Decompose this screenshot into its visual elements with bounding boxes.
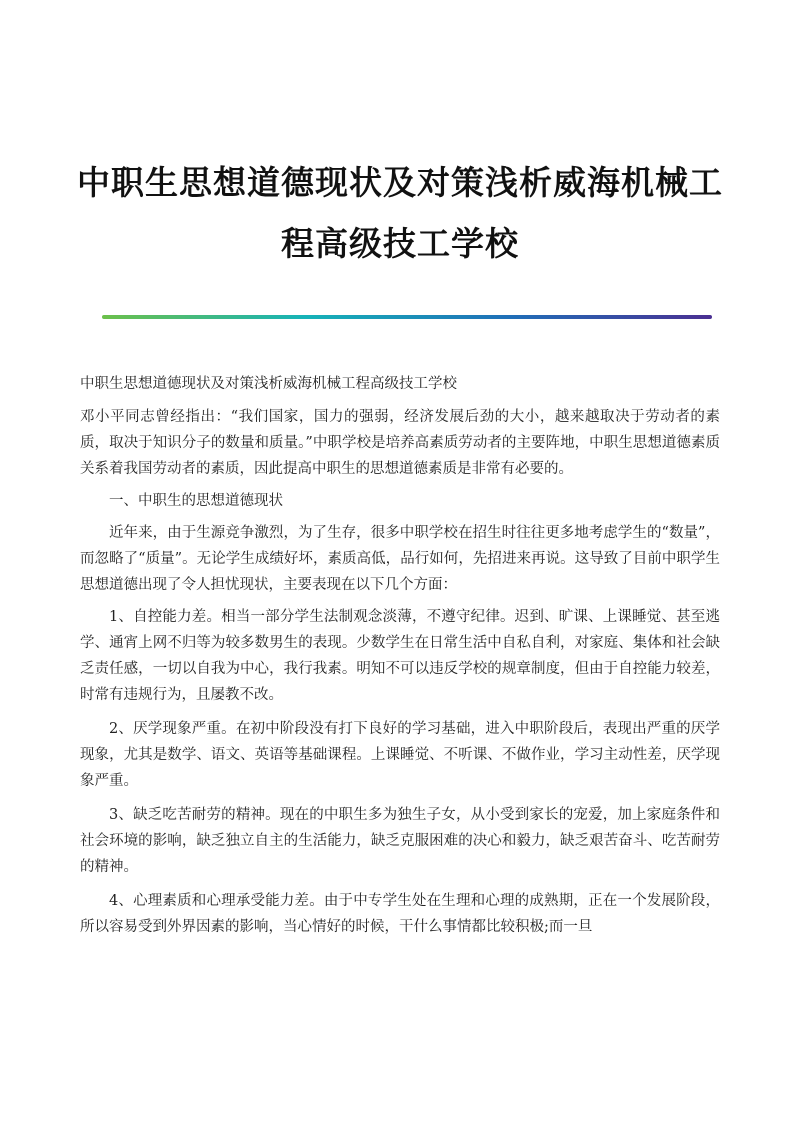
document-title	[60, 152, 740, 274]
section-heading: 一、中职生的思想道德现状	[109, 493, 283, 509]
title-line-1: 中职生思想道德现状及对策浅析威海机械工	[77, 163, 723, 202]
paragraph-point-4: 4、心理素质和心理承受能力差。由于中专学生处在生理和心理的成熟期，正在一个发展阶段，所以容易受到外界因素的影响，当心情好的时候，干什么事情都比较积极;而一旦	[80, 893, 720, 935]
paragraph-point-2: 2、厌学现象严重。在初中阶段没有打下良好的学习基础，进入中职阶段后，表现出严重的厌学现象，尤其是数学、语文、英语等基础课程。上课睡觉、不听课、不做作业，学习主动性差，厌学现象严重。	[80, 721, 720, 789]
title-divider	[102, 315, 712, 319]
paragraph-point-3: 3、缺乏吃苦耐劳的精神。现在的中职生多为独生子女，从小受到家长的宠爱，加上家庭条件和社会环境的影响，缺乏独立自主的生活能力，缺乏克服困难的决心和毅力，缺乏艰苦奋斗、吃苦耐劳的精神。	[80, 807, 720, 875]
document-body	[80, 404, 720, 946]
paragraph-point-1: 1、自控能力差。相当一部分学生法制观念淡薄，不遵守纪律。迟到、旷课、上课睡觉、甚至逃学、通宵上网不归等为较多数男生的表现。少数学生在日常生活中自私自利，对家庭、集体和社会缺乏责任感，一切以自我为中心，我行我素。明知不可以违反学校的规章制度，但由于自控能力较差，时常有违规行为，且屡教不改。	[80, 609, 720, 703]
document-subtitle: 中职生思想道德现状及对策浅析威海机械工程高级技工学校	[80, 376, 457, 392]
title-line-2: 程高级技工学校	[281, 224, 519, 263]
paragraph: 近年来，由于生源竞争激烈，为了生存，很多中职学校在招生时往往更多地考虑学生的“数量”，而忽略了“质量”。无论学生成绩好坏，素质高低，品行如何，先招进来再说。这导致了目前中职学生思想道德出现了令人担忧现状，主要表现在以下几个方面：	[80, 525, 720, 593]
paragraph-intro: 邓小平同志曾经指出：“我们国家，国力的强弱，经济发展后劲的大小，越来越取决于劳动者的素质，取决于知识分子的数量和质量。”中职学校是培养高素质劳动者的主要阵地，中职生思想道德素质关系着我国劳动者的素质，因此提高中职生的思想道德素质是非常有必要的。	[80, 409, 720, 477]
